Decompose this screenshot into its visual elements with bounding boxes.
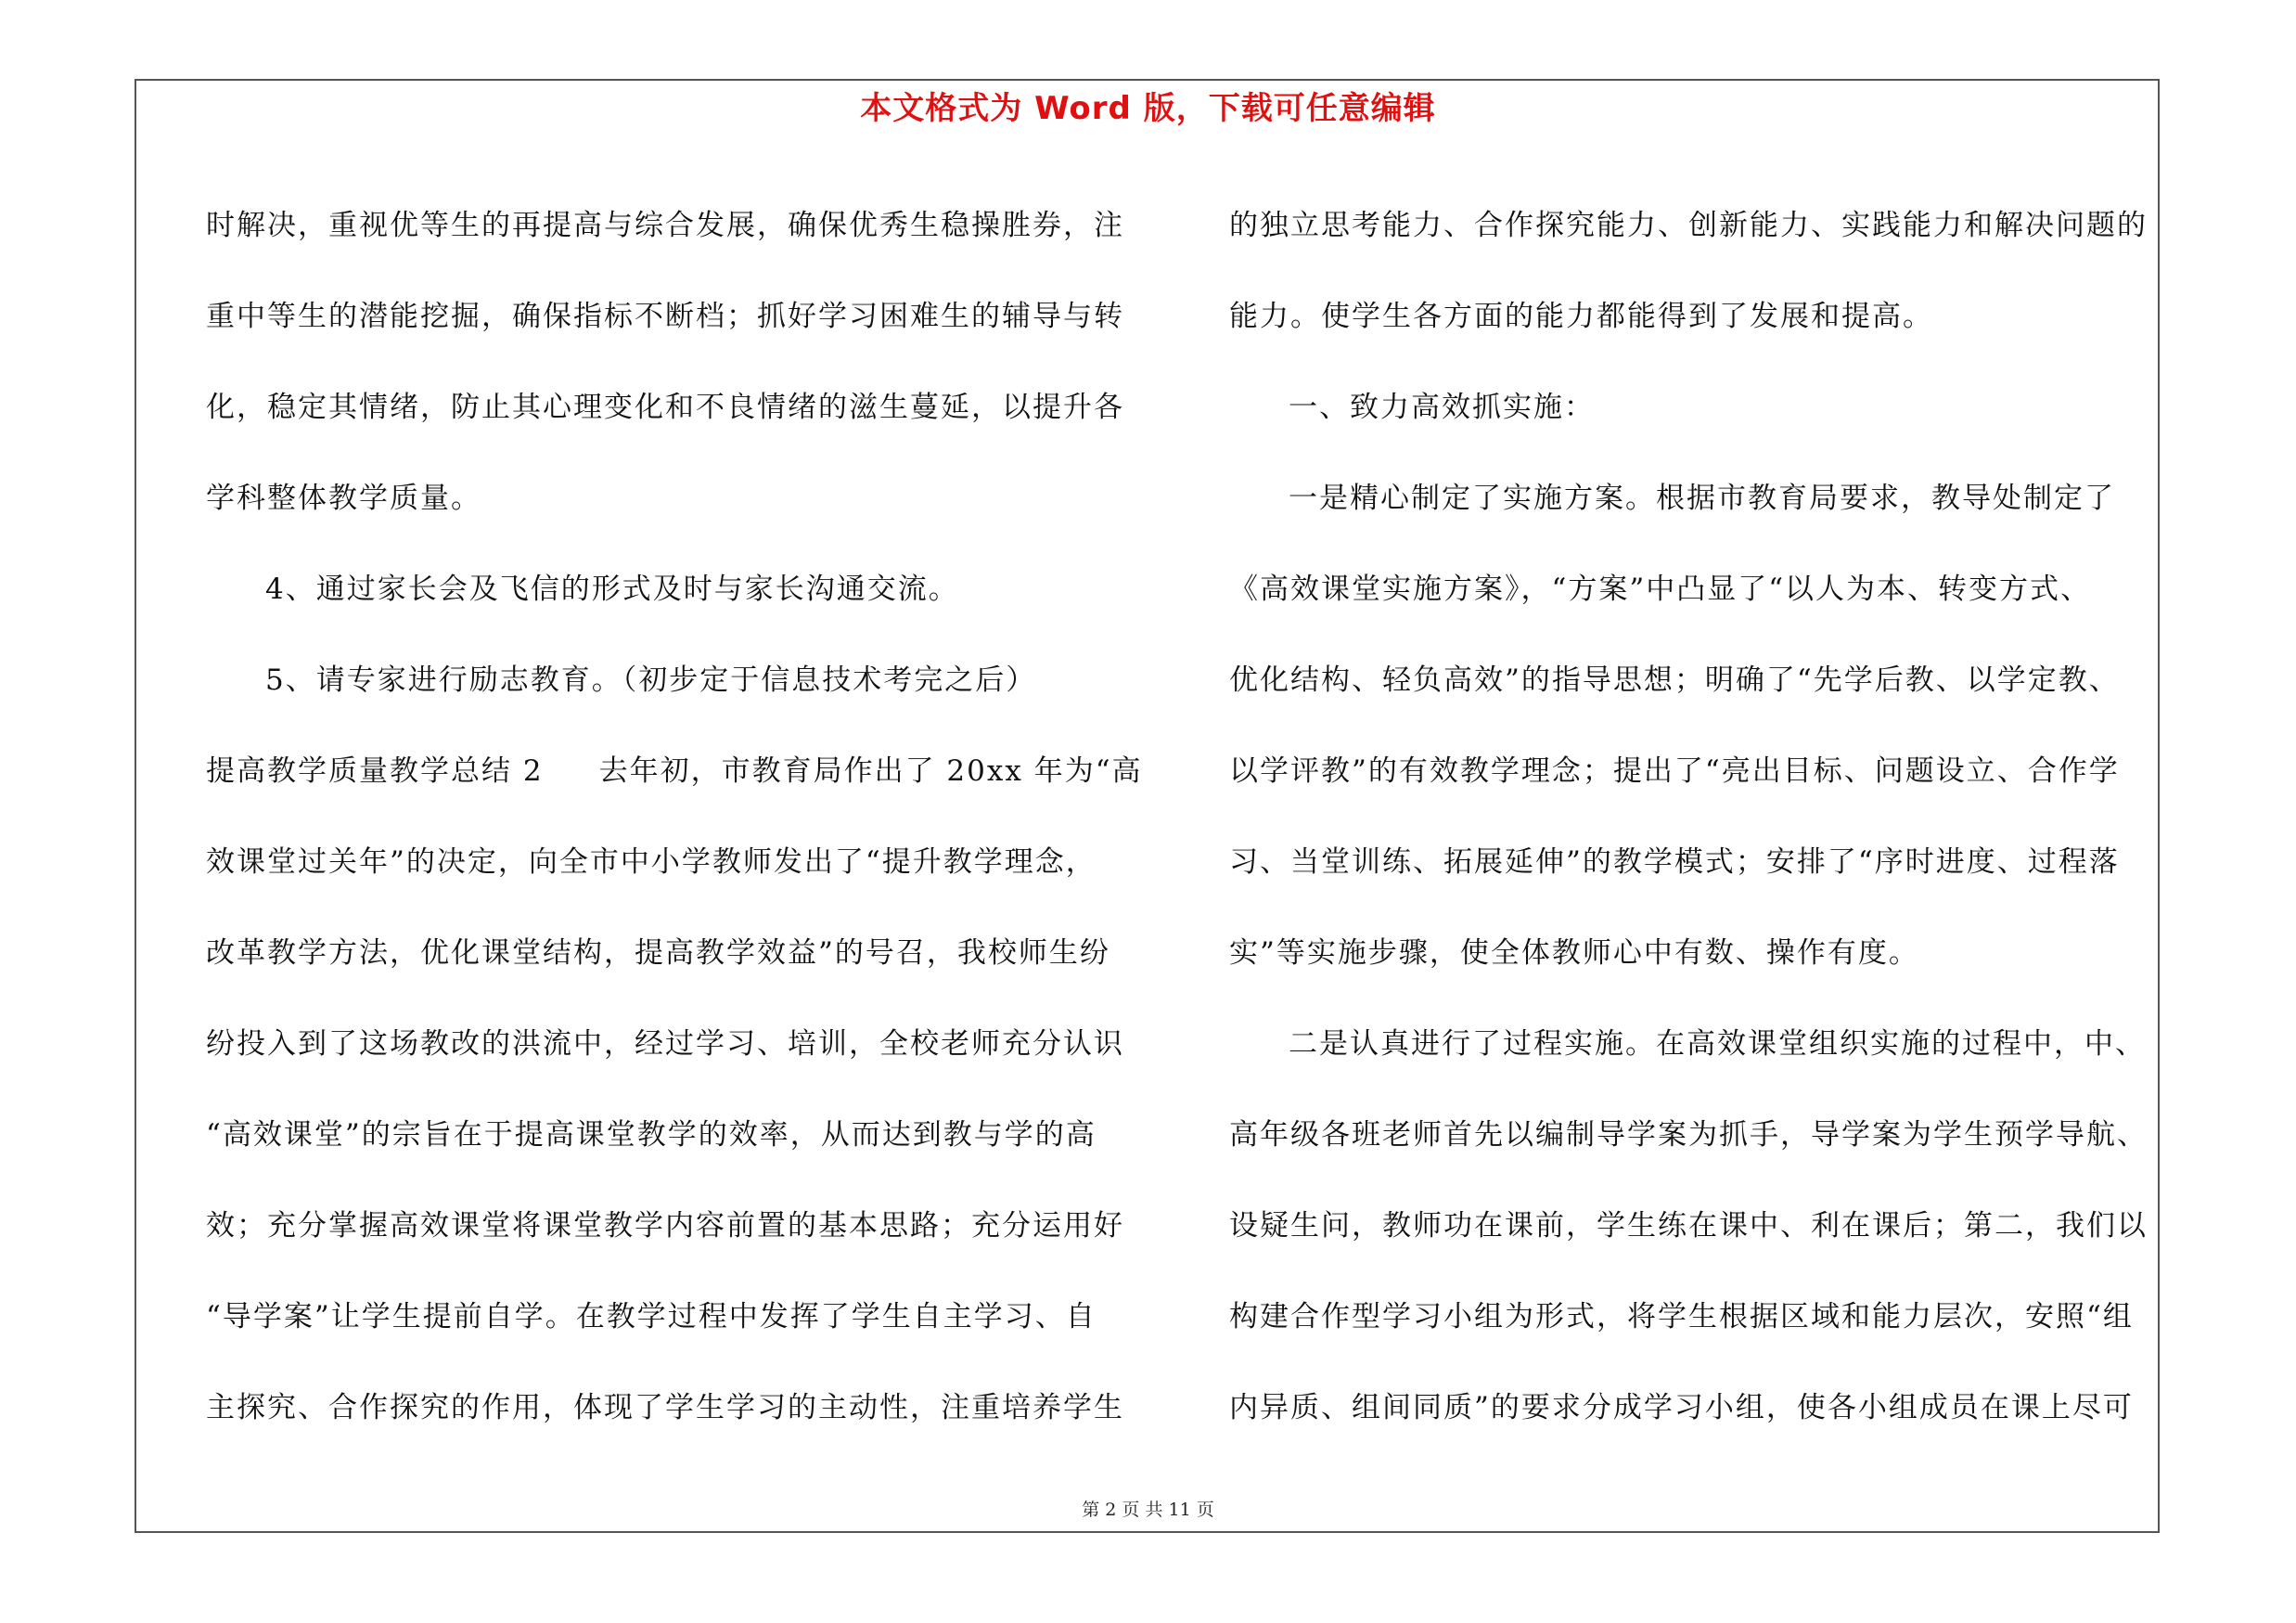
- text-line: 时解决，重视优等生的再提高与综合发展，确保优秀生稳操胜券，注: [206, 209, 1124, 242]
- format-banner: 本文格式为 Word 版，下载可任意编辑: [860, 90, 1436, 127]
- text-line: 一是精心制定了实施方案。根据市教育局要求，教导处制定了: [1289, 482, 2115, 515]
- section-title: 提高教学质量教学总结 2: [206, 754, 544, 788]
- page-number: 第 2 页 共 11 页: [1082, 1500, 1214, 1520]
- text-line: 实”等实施步骤，使全体教师心中有数、操作有度。: [1229, 936, 1919, 970]
- text-line: “导学案”让学生提前自学。在教学过程中发挥了学生自主学习、自: [206, 1300, 1097, 1333]
- section-heading: 一、致力高效抓实施：: [1289, 391, 1595, 424]
- text-line: 能力。使学生各方面的能力都能得到了发展和提高。: [1229, 300, 1933, 333]
- text-line: 化，稳定其情绪，防止其心理变化和不良情绪的滋生蔓延，以提升各: [206, 391, 1124, 424]
- text-line: 主探究、合作探究的作用，体现了学生学习的主动性，注重培养学生: [206, 1391, 1124, 1424]
- text-line-with-heading: [206, 726, 1143, 817]
- left-column: [206, 180, 1143, 1453]
- text-line: 内异质、组间同质”的要求分成学习小组，使各小组成员在课上尽可: [1229, 1391, 2134, 1424]
- text-line: 效课堂过关年”的决定，向全市中小学教师发出了“提升教学理念，: [206, 845, 1097, 879]
- text-line: 习、当堂训练、拓展延伸”的教学模式；安排了“序时进度、过程落: [1229, 845, 2120, 879]
- text-line: 效；充分掌握高效课堂将课堂教学内容前置的基本思路；充分运用好: [206, 1209, 1124, 1243]
- text-line: 《高效课堂实施方案》，“方案”中凸显了“以人为本、转变方式、: [1229, 573, 2092, 606]
- text-line: 去年初，市教育局作出了 20xx 年为“高: [598, 754, 1143, 788]
- text-line: 学科整体教学质量。: [206, 482, 481, 515]
- text-line: 构建合作型学习小组为形式，将学生根据区域和能力层次，安照“组: [1229, 1300, 2134, 1333]
- text-line: 5、请专家进行励志教育。（初步定于信息技术考完之后）: [265, 663, 1037, 697]
- text-line: “高效课堂”的宗旨在于提高课堂教学的效率，从而达到教与学的高: [206, 1118, 1097, 1152]
- text-line: 重中等生的潜能挖掘，确保指标不断档；抓好学习困难生的辅导与转: [206, 300, 1124, 333]
- right-column: [1229, 180, 2157, 1453]
- text-line: 优化结构、轻负高效”的指导思想；明确了“先学后教、以学定教、: [1229, 663, 2120, 697]
- text-line: 的独立思考能力、合作探究能力、创新能力、实践能力和解决问题的: [1229, 209, 2148, 242]
- text-line: 二是认真进行了过程实施。在高效课堂组织实施的过程中，中、: [1289, 1027, 2146, 1061]
- text-line: 纷投入到了这场教改的洪流中，经过学习、培训，全校老师充分认识: [206, 1027, 1124, 1061]
- text-line: 改革教学方法，优化课堂结构，提高教学效益”的号召，我校师生纷: [206, 936, 1110, 970]
- text-line: 设疑生问，教师功在课前，学生练在课中、利在课后；第二，我们以: [1229, 1209, 2148, 1243]
- text-line: 4、通过家长会及飞信的形式及时与家长沟通交流。: [265, 573, 959, 606]
- text-line: 高年级各班老师首先以编制导学案为抓手，导学案为学生预学导航、: [1229, 1118, 2148, 1152]
- text-line: 以学评教”的有效教学理念；提出了“亮出目标、问题设立、合作学: [1229, 754, 2120, 788]
